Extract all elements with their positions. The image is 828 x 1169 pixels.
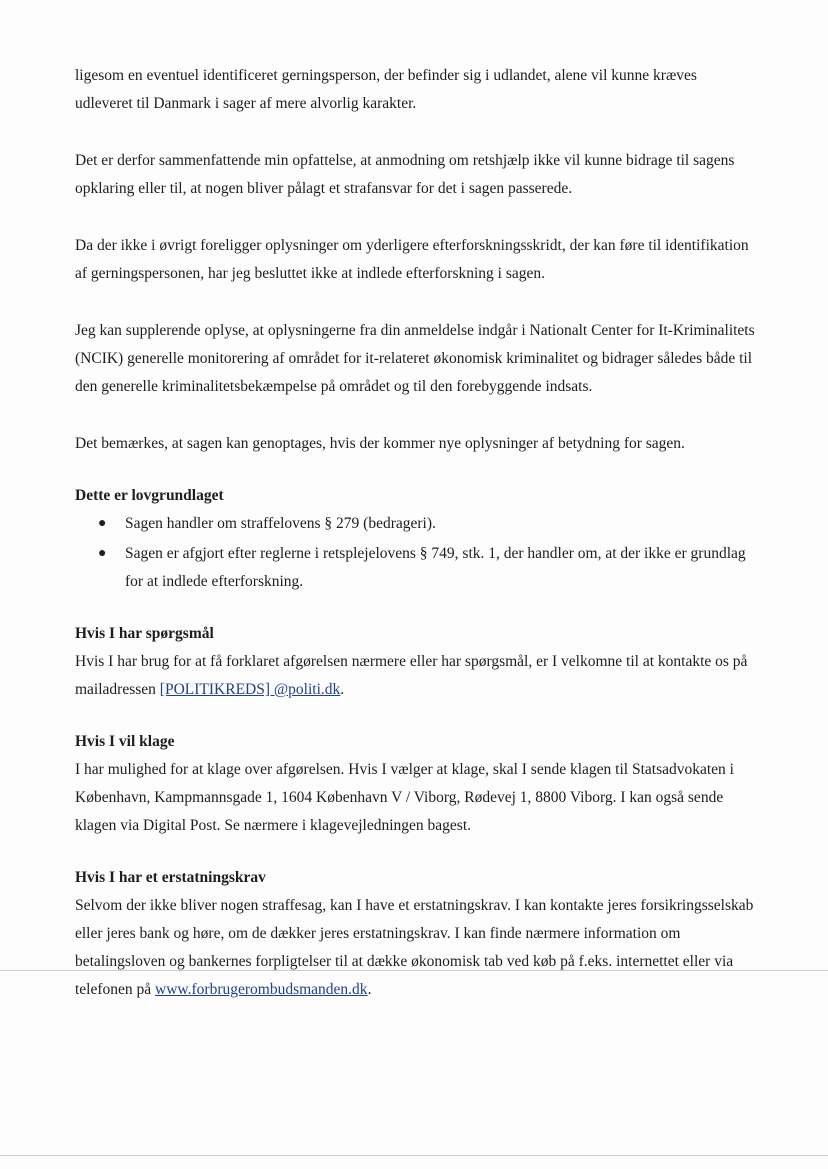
- paragraph-efterforskning: Da der ikke i øvrigt foreligger oplysninger om yderligere efterforskningsskridt, der kan føre til identifikation af gerningspersonen, har jeg besluttet ikke at indlede efterforskning i sagen.: [75, 237, 749, 282]
- spoergsmaal-end: .: [340, 681, 345, 698]
- list-item-text: Sagen er afgjort efter reglerne i retsplejelovens § 749, stk. 1, der handler om, at der ikke er grundlag for at indlede efterforskning.: [125, 545, 746, 590]
- lovgrundlag-list: [75, 510, 755, 596]
- paragraph-spoergsmaal: [75, 648, 755, 704]
- paragraph-klage: I har mulighed for at klage over afgørelsen. Hvis I vælger at klage, skal I sende klagen til Statsadvokaten i København, Kampmannsgade 1, 1604 København V / Viborg, Rødevej 1, 8800 Viborg. I kan også sende klagen via Digital Post. Se nærmere i klagevejledningen bagest.: [75, 761, 734, 834]
- list-item: [75, 540, 755, 596]
- heading-erstatning: Hvis I har et erstatningskrav: [75, 869, 266, 886]
- erstatning-text: Selvom der ikke bliver nogen straffesag, kan I have et erstatningskrav. I kan kontakte jeres forsikringsselskab eller jeres bank og høre, om de dækker jeres erstatningskrav. I kan finde nærmere information om betalingsloven og bankernes forpligtelser til at dække økonomisk tab ved køb på f.eks. internettet eller via telefonen på: [75, 897, 754, 998]
- paragraph-opfattelse: Det er derfor sammenfattende min opfattelse, at anmodning om retshjælp ikke vil kunne bidrage til sagens opklaring eller til, at nogen bliver pålagt et strafansvar for det i sagen passerede.: [75, 152, 735, 197]
- fold-line: [0, 970, 828, 971]
- paragraph-erstatning: [75, 892, 755, 1004]
- paragraph-udlevering: ligesom en eventuel identificeret gerningsperson, der befinder sig i udlandet, alene vil kunne kræves udleveret til Danmark i sager af mere alvorlig karakter.: [75, 67, 697, 112]
- heading-lovgrundlag: Dette er lovgrundlaget: [75, 487, 224, 504]
- list-item: [75, 510, 755, 538]
- spoergsmaal-text: Hvis I har brug for at få forklaret afgørelsen nærmere eller har spørgsmål, er I velkomne til at kontakte os på mailadressen: [75, 653, 748, 698]
- forbrugerombudsmanden-link[interactable]: www.forbrugerombudsmanden.dk: [155, 981, 368, 998]
- bullet-icon: ●: [98, 516, 107, 531]
- paragraph-genoptagelse: Det bemærkes, at sagen kan genoptages, hvis der kommer nye oplysninger af betydning for sagen.: [75, 435, 685, 452]
- email-link[interactable]: [POLITIKREDS] @politi.dk: [159, 681, 341, 698]
- paragraph-ncik: Jeg kan supplerende oplyse, at oplysningerne fra din anmeldelse indgår i Nationalt Center for It-Kriminalitets (NCIK) generelle monitorering af området for it-relateret økonomisk kriminalitet og bidrager således både til den generelle kriminalitetsbekæmpelse på området og til den forebyggende indsats.: [75, 322, 755, 395]
- heading-klage: Hvis I vil klage: [75, 733, 175, 750]
- page-bottom-edge: [0, 1155, 828, 1156]
- erstatning-end: .: [367, 981, 372, 998]
- letter-body: [75, 62, 755, 1004]
- bullet-icon: ●: [98, 546, 107, 561]
- heading-spoergsmaal: Hvis I har spørgsmål: [75, 625, 214, 642]
- list-item-text: Sagen handler om straffelovens § 279 (bedrageri).: [125, 515, 436, 532]
